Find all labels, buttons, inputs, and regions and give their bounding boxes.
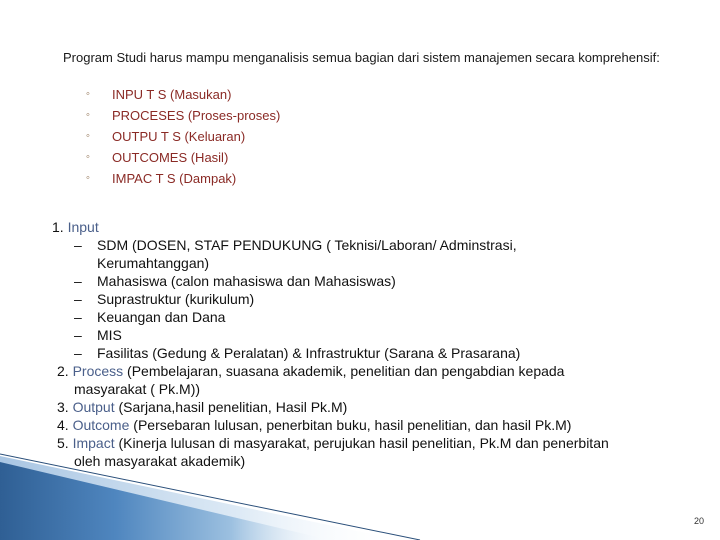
decorative-wedge: [0, 440, 720, 540]
item-description: (Kinerja lulusan di masyarakat, perujukan hasil penelitian, Pk.M dan penerbitan: [114, 435, 609, 451]
list-item-label: OUTCOMES (Hasil): [112, 150, 229, 165]
list-item-label: IMPAC T S (Dampak): [112, 171, 237, 186]
bullet-icon: ◦: [86, 88, 90, 100]
dash-marker: –: [74, 291, 82, 307]
item-outcome: [57, 416, 571, 434]
intro-bullet-list: [85, 84, 280, 189]
list-item: [85, 126, 280, 147]
item-description: (Sarjana,hasil penelitian, Hasil Pk.M): [114, 399, 348, 415]
sub-item-continuation: Kerumahtanggan): [97, 255, 210, 271]
sub-item-text: Fasilitas (Gedung & Peralatan) & Infrastruktur (Sarana & Prasarana): [97, 345, 521, 361]
item-label: Process: [72, 363, 124, 379]
list-item: [85, 147, 280, 168]
page-number: 20: [693, 516, 704, 526]
item-number: 5.: [57, 435, 69, 451]
item-label: Impact: [72, 435, 115, 451]
item-description: (Persebaran lulusan, penerbitan buku, hasil penelitian, dan hasil Pk.M): [129, 417, 572, 433]
bullet-icon: ◦: [86, 130, 90, 142]
sub-item-text: SDM (DOSEN, STAF PENDUKUNG ( Teknisi/Laboran/ Adminstrasi,: [97, 237, 517, 253]
sub-item-text: Keuangan dan Dana: [97, 309, 226, 325]
item-number: 3.: [57, 399, 69, 415]
item-label: Input: [67, 219, 99, 235]
list-item: [85, 105, 280, 126]
item-input: [52, 218, 99, 236]
item-label: Output: [72, 399, 115, 415]
item-process: [57, 362, 564, 380]
list-item-label: INPU T S (Masukan): [112, 87, 232, 102]
item-continuation: masyarakat ( Pk.M)): [74, 381, 201, 397]
bullet-icon: ◦: [86, 172, 90, 184]
list-item: [85, 168, 280, 189]
dash-marker: –: [74, 345, 82, 361]
list-item-label: PROCESES (Proses-proses): [112, 108, 281, 123]
item-number: 1.: [52, 219, 64, 235]
list-item-label: OUTPU T S (Keluaran): [112, 129, 246, 144]
sub-item-text: Suprastruktur (kurikulum): [97, 291, 255, 307]
item-number: 4.: [57, 417, 69, 433]
item-output: [57, 398, 347, 416]
item-number: 2.: [57, 363, 69, 379]
sub-item-text: Mahasiswa (calon mahasiswa dan Mahasiswas): [97, 273, 396, 289]
list-item: [85, 84, 280, 105]
bullet-icon: ◦: [86, 109, 90, 121]
item-continuation: oleh masyarakat akademik): [74, 453, 246, 469]
intro-paragraph: Program Studi harus mampu menganalisis semua bagian dari sistem manajemen secara komprehensif:: [63, 50, 660, 65]
dash-marker: –: [74, 309, 82, 325]
dash-marker: –: [74, 273, 82, 289]
dash-marker: –: [74, 327, 82, 343]
item-description: (Pembelajaran, suasana akademik, penelitian dan pengabdian kepada: [123, 363, 565, 379]
sub-item-text: MIS: [97, 327, 122, 343]
bullet-icon: ◦: [86, 151, 90, 163]
item-label: Outcome: [72, 417, 130, 433]
dash-marker: –: [74, 237, 82, 253]
